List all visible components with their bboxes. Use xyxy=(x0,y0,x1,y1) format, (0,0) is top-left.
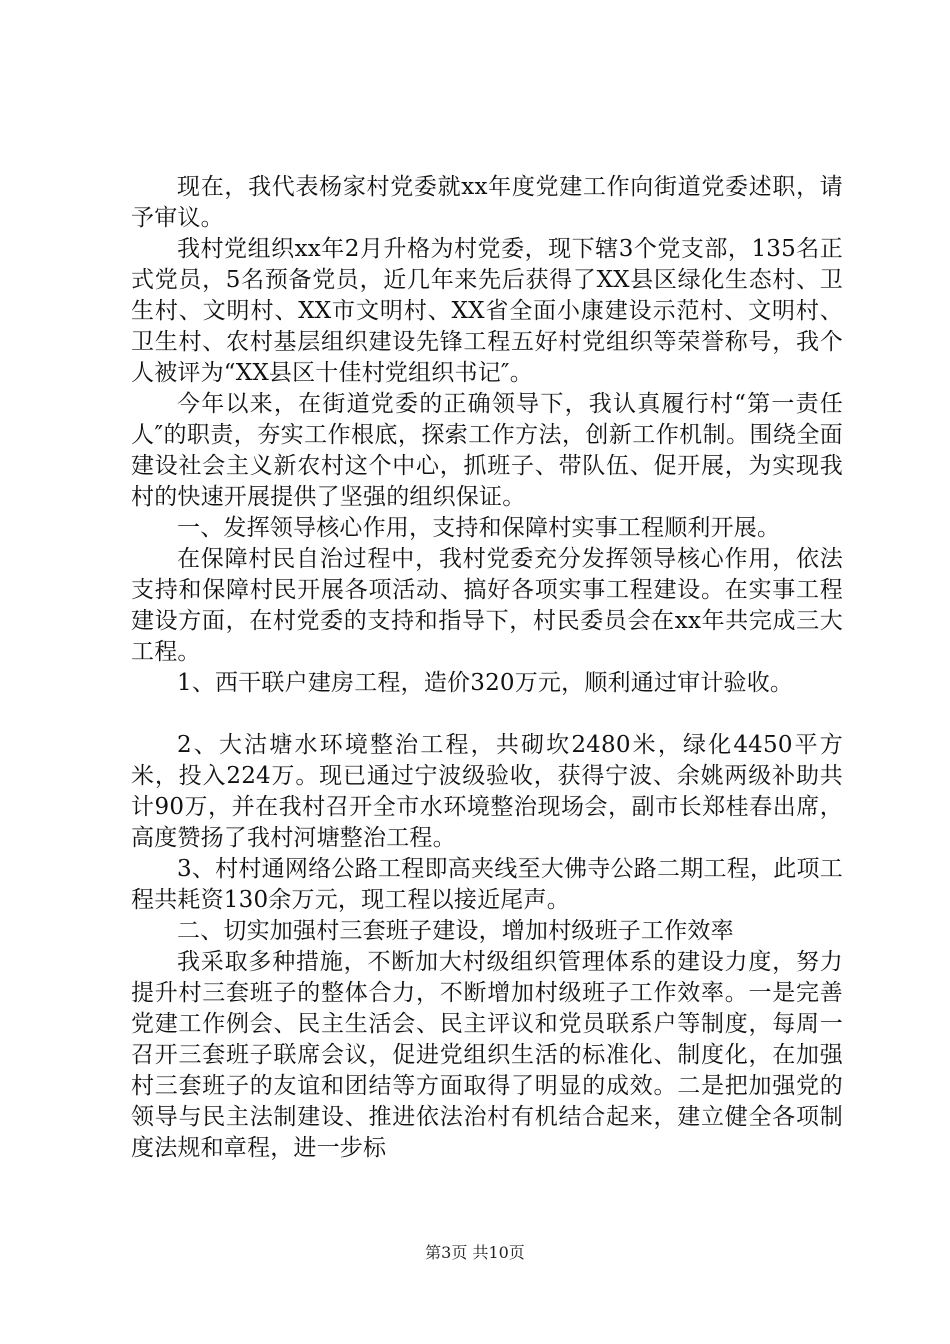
section-heading-one: 一、发挥领导核心作用，支持和保障村实事工程顺利开展。 xyxy=(177,515,781,541)
list-item-project-2: 2、大沽塘水环境整治工程，共砌坎2480米，绿化4450平方米，投入224万。现已通过宁波级验收，获得宁波、余姚两级补助共计90万，并在我村召开全市水环境整治现场会，副市长郑桂春出席，高度赞扬了我村河塘整治工程。 xyxy=(131,732,843,851)
page-number-footer: 第3页 共10页 xyxy=(425,1243,525,1262)
document-body xyxy=(131,172,843,1164)
section-heading-two: 二、切实加强村三套班子建设，增加村级班子工作效率 xyxy=(177,918,734,944)
blank-line xyxy=(131,699,843,730)
paragraph-overview: 今年以来，在街道党委的正确领导下，我认真履行村“第一责任人″的职责，夯实工作根底，探索工作方法，创新工作机制。围绕全面建设社会主义新农村这个中心，抓班子、带队伍、促开展，为实现我村的快速开展提供了坚强的组织保证。 xyxy=(131,391,843,510)
list-item-project-1: 1、西干联户建房工程，造价320万元，顺利通过审计验收。 xyxy=(177,670,794,696)
paragraph-projects-intro: 在保障村民自治过程中，我村党委充分发挥领导核心作用，依法支持和保障村民开展各项活动、搞好各项实事工程建设。在实事工程建设方面，在村党委的支持和指导下，村民委员会在xx年共完成三大工程。 xyxy=(131,546,843,665)
paragraph-background: 我村党组织xx年2月升格为村党委，现下辖3个党支部，135名正式党员，5名预备党员，近几年来先后获得了XX县区绿化生态村、卫生村、文明村、XX市文明村、XX省全面小康建设示范村、文明村、卫生村、农村基层组织建设先锋工程五好村党组织等荣誉称号，我个人被评为“XX县区十佳村党组织书记″。 xyxy=(131,236,843,386)
paragraph-intro: 现在，我代表杨家村党委就xx年度党建工作向街道党委述职，请予审议。 xyxy=(131,174,843,231)
paragraph-team-building: 我采取多种措施，不断加大村级组织管理体系的建设力度，努力提升村三套班子的整体合力，不断增加村级班子工作效率。一是完善党建工作例会、民主生活会、民主评议和党员联系户等制度，每周一召开三套班子联席会议，促进党组织生活的标准化、制度化，在加强村三套班子的友谊和团结等方面取得了明显的成效。二是把加强党的领导与民主法制建设、推进依法治村有机结合起来，建立健全各项制度法规和章程，进一步标 xyxy=(131,949,843,1161)
list-item-project-3: 3、村村通网络公路工程即高夹线至大佛寺公路二期工程，此项工程共耗资130余万元，现工程以接近尾声。 xyxy=(131,856,843,913)
